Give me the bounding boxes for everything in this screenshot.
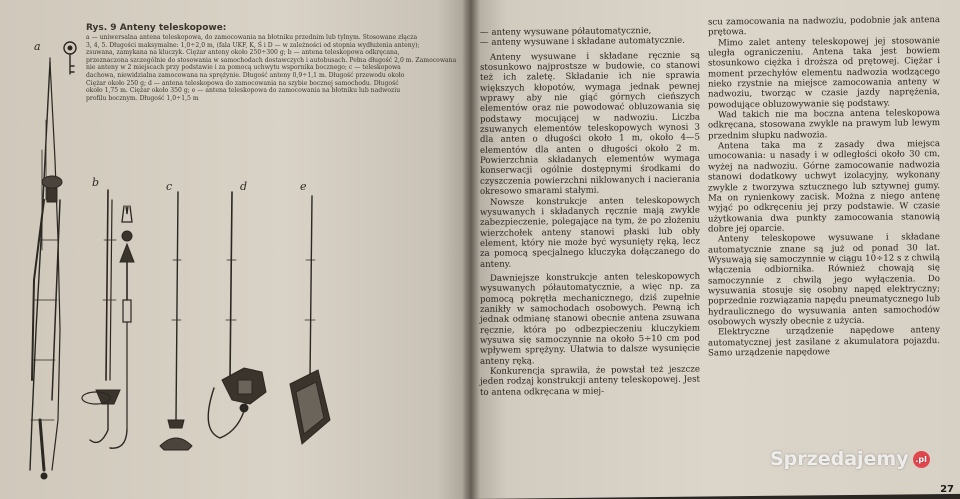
page-number: 27 [940,484,954,495]
watermark-brand: Sprzedajemy [770,448,909,470]
paragraph: Anteny wysuwane i składane ręcznie są stosunkowo najprostsze w budowie, co stanowi też ich zaletę. Składanie ich nie sprawia większych kłopotów, wymaga jednak pewnej wprawy aby nie giąć górnych cieńszych elementów oraz nie powodować obluzowania się podstawy mocującej w nadwoziu. Liczba zsuwanych elementów teleskopowych wynosi 3 dla anten o długości około 1 m, około 4—5 elementów dla anten o długości około 2 m. Powierzchnia składanych elementów wymaga konserwacji ogólnie dostępnymi środkami do czyszczenia powierzchni niklowanych i nacierania okresowo smarami stałymi. [480,50,700,198]
label-e: e [300,180,307,193]
right-page [468,0,960,499]
watermark-badge-icon: .pl [913,451,930,468]
caption-line: około 1,75 m. Ciężar około 350 g; e — antena teleskopowa do zamocowania na błotniku lub nadwoziu [86,87,401,95]
caption-line: dachowa, niewidzialna zamocowana na sprężynie. Długość anteny 0,9÷1,1 m. Długość przewodu około [86,71,405,79]
watermark [770,444,950,474]
paragraph: Dawniejsze konstrukcje anten teleskopowych wysuwanych półautomatycznie, a więc np. za pomocą pokrętła mechanicznego, dziś zupełnie zanikły w samochodach osobowych. Pewną ich jednak odmianę stanowi obecnie antena zsuwana ręcznie, która po odbezpieczeniu kluczykiem wysuwa się samoczynnie na około 5÷10 cm pod wpływem sprężyny. Ułatwia to dalsze wysunięcie anteny ręką. [480,271,700,367]
text-column-2 [708,15,940,359]
paragraph: — anteny wysuwane półautomatycznie, [480,26,652,38]
key-icon [64,42,76,74]
book-gutter [462,0,480,499]
caption-line: a — uniwersalna antena teleskopowa, do zamocowania na błotniku przednim lub tylnym. Stosowane złącza [86,34,418,41]
left-page [0,0,476,499]
antenna-a-drawing [30,58,62,479]
caption-line: zsuwana, zamykana na kluczyk. Ciężar anteny około 250÷300 g; b — antena teleskopowa odkręcana, [86,49,400,57]
label-d: d [240,180,248,193]
paragraph: Elektryczne urządzenie napędowe anteny automatycznej jest zasilane z akumulatora pojazdu. Samo urządzenie napędowe [708,325,940,359]
paragraph: Konkurencja sprawiła, że powstał też jeszcze jeden rodzaj konstrukcji anteny teleskopowej. Jest to antena odkręcana w miej- [480,364,700,398]
antenna-b-drawing [82,190,120,442]
label-c: c [166,180,173,193]
antenna-c-drawing [160,192,192,450]
paragraph: Wad takich nie ma boczna antena teleskopowa odkręcana, stosowana zwykle na prawym lub lewym przednim słupku nadwozia. [708,108,940,142]
clamp-drawing [110,206,134,448]
caption-line: nie anteny w 2 miejscach przy podstawie i za pomocą uchwytu wspornika bocznego; c — teleskopowa [86,64,401,72]
caption-line: przeznaczona szczególnie do stosowania w samochodach dostawczych i autobusach. Pełna długość 2,0 m. Zamocowana [86,56,457,64]
label-b: b [92,176,100,189]
text-column-1 [480,26,700,398]
paragraph: Antena taka ma z zasady dwa miejsca umocowania: u nasady i w odległości około 30 cm, wyżej na nadwoziu. Górne zamocowanie nadwozia stanowi dodatkowy uchwyt izolacyjny, wykonany zwykle z tworzywa sztucznego lub sztywnej gumy. Ma on rynienkowy zacisk. Można z niego antenę wyjąć po odkręceniu jej przy podstawie. W czasie użytkowania dwa punkty zamocowania stanowią dobre jej oparcie. [708,139,940,235]
paragraph: Anteny teleskopowe wysuwane i składane automatycznie znane są już od ponad 30 lat. Wysuwają się samoczynnie w ciągu 10÷12 s z chwilą włączenia odbiornika. Również chowają się samoczynnie z chwilą jego wyłączenia. Do wysuwania stosuje się osobny napęd elektryczny; poprzednie rozwiązania napędu pneumatycznego lub hydraulicznego do wysuwania anten samochodów osobowych wyszły obecnie z użycia. [708,232,940,328]
paragraph: scu zamocowania na nadwoziu, podobnie jak antena prętowa. [708,15,940,38]
paragraph: — anteny wysuwane i składane automatycznie. [480,36,685,49]
antenna-d-drawing [208,192,266,438]
paragraph: Mimo zalet anteny teleskopowej jej stosowanie uległa ograniczeniu. Antena taka jest bowiem stosunkowo ciężka i droższa od prętowej. Ciężar i moment przechyłów elementu nadwozia wodzącego nieko rzystnie na miejsce zamocowania anteny w nadwoziu, tworząc w czasie jazdy naprężenia, powodujące obluzowywanie się podstawy. [708,35,940,111]
paragraph: Nowsze konstrukcje anten teleskopowych wysuwanych i składanych ręcznie mają zwykle zabezpieczenie, polegające na tym, że po złożeniu wierzchołek anteny stanowi płaski lub obły element, który nie może być wysunięty ręką, lecz za pomocą specjalnego kluczyka dołączanego do anteny. [480,195,700,270]
caption-line: Ciężar około 250 g; d — antena teleskopowa do zamocowania na szybie bocznej samochodu. Długość [86,79,399,87]
figure-title: Rys. 9 Anteny teleskopowe: [86,23,227,33]
antenna-illustration [0,0,476,499]
caption-line: profilu bocznym. Długość 1,0÷1,5 m [86,94,199,102]
caption-line: 3, 4, 5. Długości maksymalne: 1,0÷2,0 m, (fala UKF, K, Ś i D — w zależności od stopnia wydłużenia anteny); [86,41,420,49]
antenna-e-drawing [290,196,330,444]
label-a: a [34,40,41,53]
